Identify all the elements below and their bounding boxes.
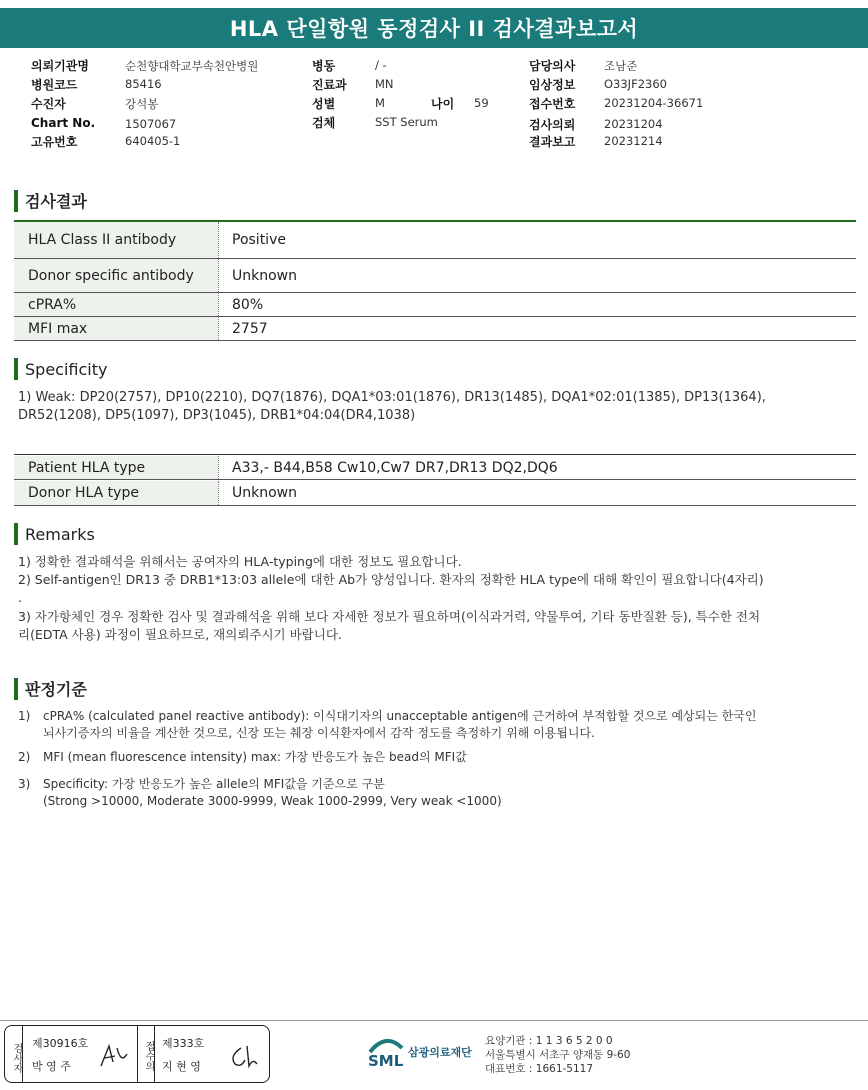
- header-value: 1507067: [125, 117, 177, 131]
- header-label: 성별: [312, 97, 336, 111]
- header-label: 담당의사: [529, 59, 576, 73]
- header-label: 의뢰기관명: [31, 59, 89, 73]
- header-value: O33JF2360: [604, 77, 667, 91]
- header-value: M: [375, 96, 385, 110]
- report-title: HLA 단일항원 동정검사 II 검사결과보고서: [0, 8, 868, 48]
- sml-logo-text: SML: [368, 1052, 404, 1070]
- header-value: 85416: [125, 77, 162, 91]
- header-label: 임상정보: [529, 78, 576, 92]
- header-value: / -: [375, 58, 387, 72]
- age-value: 59: [474, 96, 489, 110]
- header-value: SST Serum: [375, 115, 438, 129]
- org-info-line: 대표번호 : 1661-5117: [485, 1063, 594, 1075]
- specificity-line: 1) Weak: DP20(2757), DP10(2210), DQ7(1876), DQA1*03:01(1876), DR13(1485), DQA1*02:01(1385), DP13(1364),: [18, 390, 766, 405]
- results-row: Donor specific antibody Unknown: [14, 259, 856, 293]
- org-name: 삼광의료재단: [408, 1046, 472, 1059]
- results-row: cPRA% 80%: [14, 293, 856, 317]
- sml-logo: [366, 1034, 472, 1070]
- results-section-title: 검사결과: [14, 189, 87, 212]
- header-value: 순천향대학교부속천안병원: [125, 59, 259, 73]
- age-label: 나이: [431, 97, 455, 111]
- org-info-line: 서울특별시 서초구 양재동 9-60: [485, 1049, 631, 1061]
- sml-emblem-icon: [366, 1034, 406, 1070]
- receiver-name: 지 현 영: [162, 1060, 201, 1073]
- results-row: HLA Class II antibody Positive: [14, 222, 856, 259]
- header-label: 병원코드: [31, 78, 78, 92]
- header-label: 수진자: [31, 97, 66, 111]
- specificity-section-title: Specificity: [14, 358, 107, 380]
- receiver-number: 제333호: [162, 1037, 205, 1050]
- remark-line: .: [18, 590, 22, 605]
- header-label: 검체: [312, 116, 336, 130]
- results-row: MFI max 2757: [14, 317, 856, 341]
- header-label: 고유번호: [31, 135, 78, 149]
- hla-row: Donor HLA type Unknown: [14, 481, 856, 506]
- tester-label: 검사자: [5, 1026, 23, 1082]
- criteria-section-title: 판정기준: [14, 677, 87, 700]
- remark-line: 2) Self-antigen인 DR13 중 DRB1*13:03 allele에 대한 Ab가 양성입니다. 환자의 정확한 HLA type에 대해 확인이 필요합니다(4자리): [18, 572, 764, 587]
- header-label: 검사의뢰: [529, 118, 576, 132]
- remark-line: 3) 자가항체인 경우 정확한 검사 및 결과해석을 위해 보다 자세한 정보가 필요하며(이식과거력, 약물투여, 기타 동반질환 등), 특수한 전처: [18, 609, 761, 624]
- org-info-line: 요양기관 : 1 1 3 6 5 2 0 0: [485, 1035, 613, 1047]
- footer-divider: [0, 1020, 868, 1021]
- header-label: 병동: [312, 59, 336, 73]
- specificity-line: DR52(1208), DP5(1097), DP3(1045), DRB1*04:04(DR4,1038): [18, 408, 416, 423]
- header-value: 20231214: [604, 134, 663, 148]
- hla-top-line: [14, 454, 856, 455]
- header-value: 640405-1: [125, 134, 181, 148]
- header-label: 결과보고: [529, 135, 576, 149]
- tester-number: 제30916호: [32, 1037, 89, 1050]
- header-label: 진료과: [312, 78, 347, 92]
- receiver-signature: [227, 1040, 261, 1070]
- org-info: [485, 1034, 630, 1076]
- header-value: MN: [375, 77, 394, 91]
- tester-name: 박 영 주: [32, 1060, 71, 1073]
- remark-line: 리(EDTA 사용) 과정이 필요하므로, 재의뢰주시기 바랍니다.: [18, 627, 342, 642]
- hla-row: Patient HLA type A33,- B44,B58 Cw10,Cw7 DR7,DR13 DQ2,DQ6: [14, 456, 856, 480]
- header-value: 조남준: [604, 59, 638, 73]
- remark-line: 1) 정확한 결과해석을 위해서는 공여자의 HLA-typing에 대한 정보도 필요합니다.: [18, 554, 462, 569]
- remarks-section-title: Remarks: [14, 523, 95, 545]
- receiver-label: 접수의: [137, 1026, 155, 1082]
- header-value: 20231204-36671: [604, 96, 704, 110]
- tester-signature: [97, 1040, 131, 1070]
- header-value: 강석봉: [125, 97, 159, 111]
- signature-stamp: [4, 1025, 270, 1083]
- header-value: 20231204: [604, 117, 663, 131]
- header-label: 접수번호: [529, 97, 576, 111]
- header-label: Chart No.: [31, 116, 96, 130]
